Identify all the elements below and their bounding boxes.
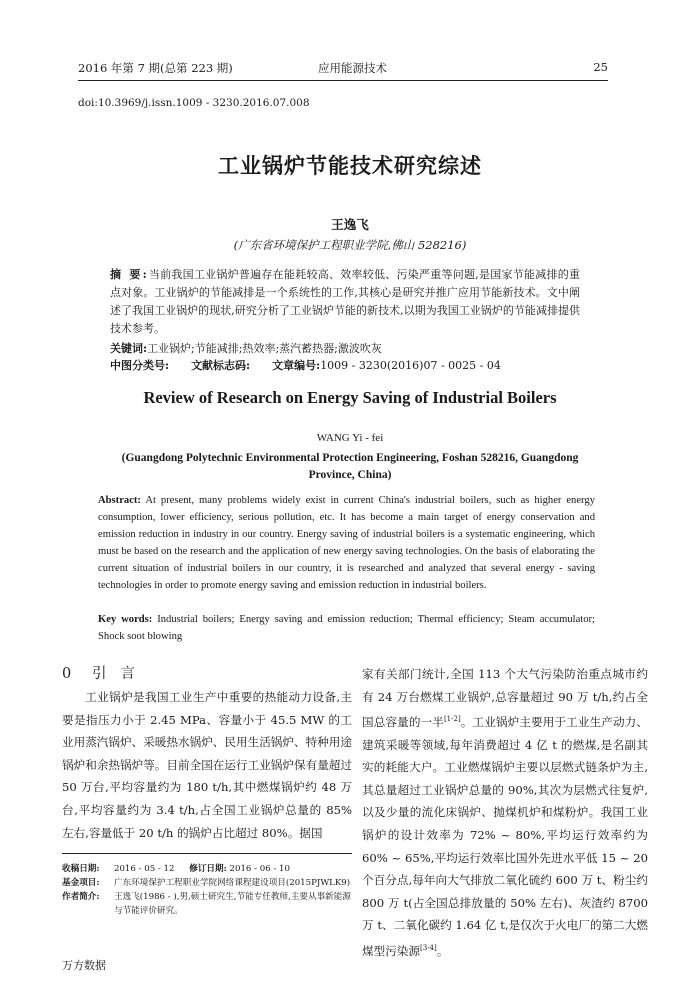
revised-label: 修订日期: [189,864,227,874]
english-affiliation: (Guangdong Polytechnic Environmental Protection Engineering, Foshan 528216, Guangdong Province, China) [121,452,579,481]
author-bio-label: 作者简介: [62,892,100,902]
chinese-title: 工业锅炉节能技术研究综述 [218,153,482,178]
body-column-left: 工业锅炉是我国工业生产中重要的热能动力设备,主要是指压力小于 2.45 MPa、容量小于 45.5 MW 的工业用蒸汽锅炉、采暖热水锅炉、民用生活锅炉、特种用途锅炉和余热锅炉等。目前全国在运行工业锅炉保有量超过 50 万台,平均容量约为 180 t/h,其中燃煤锅炉约 48 万台,平均容量约为 3.4 t/h,占全国工业锅炉总量的 85% 左右,容量低于 20 t/h 的锅炉占比超过 80%。据国 [62,690,352,840]
header-rule [78,80,608,81]
chinese-abstract [110,266,580,338]
doc-code-label: 文献标志码: [191,359,251,372]
footnotes [62,862,352,918]
fund-label: 基金项目: [62,878,100,888]
classification-line [110,357,590,375]
section-title: 引言 [92,666,149,682]
received-label: 收稿日期: [62,864,100,874]
issue-label: 2016 年第 7 期(总第 223 期) [78,61,233,75]
journal-name: 应用能源技术 [318,61,387,75]
chinese-abstract-text: 当前我国工业锅炉普遍存在能耗较高、效率较低、污染严重等问题,是国家节能减排的重点对象。工业锅炉的节能减排是一个系统性的工作,其核心是研究并推广应用节能新技术。文中阐述了我国工业锅炉的现状,研究分析了工业锅炉节能的新技术,以期为我国工业锅炉的节能减排提供技术参考。 [110,268,581,335]
english-keywords-text: Industrial boilers; Energy saving and emission reduction; Thermal efficiency; Steam accumulator; Shock soot blowing [98,614,595,642]
revised-date: 2016 - 06 - 10 [229,864,290,874]
running-header [78,60,608,80]
footnote-author [62,890,352,918]
chinese-author: 王逸飞 [331,217,369,232]
fund-value: 广东环境保护工程职业学院网络课程建设项目(2015PJWLK9) [114,878,351,888]
body-text-part-1: 家有关部门统计,全国 113 个大气污染防治重点城市约有 24 万台燃煤工业锅炉,总容量超过 90 万 t/h,约占全国总容量的一半 [362,667,648,730]
received-date: 2016 - 05 - 12 [114,864,175,874]
body-text-part-3: 。 [436,943,449,958]
english-author: WANG Yi - fei [316,432,384,444]
body-column-right [362,663,648,962]
citation-1: [1-2] [443,715,461,724]
author-bio: 王逸飞(1986 - ),男,硕士研究生,节能专任教师,主要从事新能源与节能评价研究。 [114,892,351,916]
citation-2: [3-4] [419,943,437,952]
doi: doi:10.3969/j.issn.1009 - 3230.2016.07.008 [78,97,310,109]
chinese-abstract-label: 摘 要: [110,268,149,281]
english-title: Review of Research on Energy Saving of Industrial Boilers [143,388,557,407]
english-abstract [98,492,595,594]
section-number: 0 [62,666,72,682]
chinese-keywords-text: 工业锅炉;节能减排;热效率;蒸汽蓄热器;激波吹灰 [147,342,382,355]
footnote-dates [62,862,352,876]
english-abstract-label: Abstract: [98,495,141,506]
page-number: 25 [593,60,608,74]
chinese-keywords [110,340,590,358]
footnote-fund [62,876,352,890]
english-keywords-label: Key words: [98,614,153,625]
chinese-affiliation: (广东省环境保护工程职业学院,佛山 528216) [233,238,467,252]
footnote-rule [62,853,352,854]
chinese-keywords-label: 关键词: [110,342,148,355]
article-number-label: 文章编号: [272,359,321,372]
body-text-part-2: 。工业锅炉主要用于工业生产动力、建筑采暖等领域,每年消费超过 4 亿 t 的燃煤,是名副其实的耗能大户。工业燃煤锅炉主要以层燃式链条炉为主,其总量超过工业锅炉总量的 90%,其次为层燃式往复炉,以及少量的流化床锅炉、抛煤机炉和煤粉炉。我国工业锅炉的设计效率为 72% ~ 80%,平均运行效率约为 60% ~ 65%,平均运行效率比国外先进水平低 15 ~ 20 个百分点,每年向大气排放二氧化硫约 600 万 t、粉尘约 800 万 t(占全国总排放量的 50% 左右)、灰渣约 8700 万 t、二氧化碳约 1.64 亿 t,是仅次于火电厂的第二大燃煤型污染源 [362,715,648,958]
english-keywords [98,611,595,645]
english-abstract-text: At present, many problems widely exist in current China's industrial boilers, such as higher energy consumption, lower efficiency, serious pollution, etc. It has become a main target of energy conservation and emission reduction in industry in our country. Energy saving of industrial boilers is a systematic engineering, which must be based on the research and the application of new energy saving technologies. On the basis of elaborating the current situation of industrial boilers in our country, it is researched and analyzed that several energy - saving technologies in order to promote energy saving and emission reduction in industrial boilers. [98,495,595,591]
section-heading [62,662,149,683]
watermark-text: 万方数据 [62,959,106,972]
article-number: 1009 - 3230(2016)07 - 0025 - 04 [320,359,501,372]
class-number-label: 中图分类号: [110,359,170,372]
